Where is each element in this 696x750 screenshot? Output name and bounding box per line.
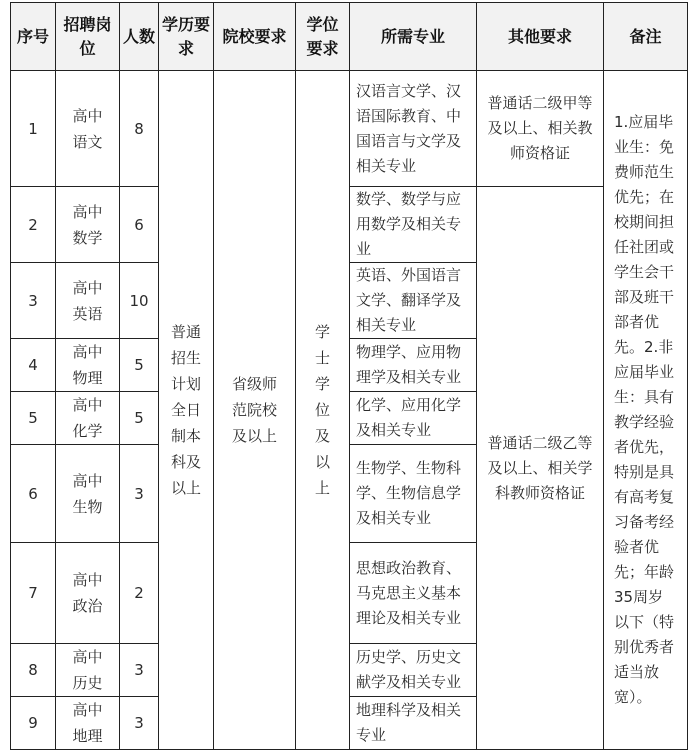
- cell-seq: 4: [11, 339, 56, 392]
- header-degree: 学位要求: [296, 3, 350, 71]
- cell-major: 历史学、历史文献学及相关专业: [350, 644, 477, 697]
- cell-count: 3: [120, 697, 159, 750]
- header-education: 学历要求: [159, 3, 214, 71]
- cell-education: 普通招生计划全日制本科及以上: [159, 71, 214, 750]
- cell-seq: 2: [11, 187, 56, 263]
- cell-count: 8: [120, 71, 159, 187]
- cell-position: 高中地理: [56, 697, 120, 750]
- header-seq: 序号: [11, 3, 56, 71]
- cell-other-others: 普通话二级乙等及以上、相关学科教师资格证: [477, 187, 604, 750]
- cell-count: 3: [120, 644, 159, 697]
- header-position: 招聘岗位: [56, 3, 120, 71]
- header-count: 人数: [120, 3, 159, 71]
- cell-seq: 6: [11, 445, 56, 543]
- cell-seq: 3: [11, 263, 56, 339]
- cell-position: 高中生物: [56, 445, 120, 543]
- table-row: [11, 187, 688, 263]
- cell-position: 高中政治: [56, 543, 120, 644]
- cell-position: 高中语文: [56, 71, 120, 187]
- cell-count: 3: [120, 445, 159, 543]
- header-notes: 备注: [604, 3, 688, 71]
- cell-position: 高中历史: [56, 644, 120, 697]
- cell-seq: 1: [11, 71, 56, 187]
- cell-school: 省级师范院校及以上: [214, 71, 296, 750]
- cell-count: 2: [120, 543, 159, 644]
- cell-position: 高中数学: [56, 187, 120, 263]
- table-row: [11, 71, 688, 187]
- cell-major: 化学、应用化学及相关专业: [350, 392, 477, 445]
- cell-position: 高中英语: [56, 263, 120, 339]
- cell-major: 生物学、生物科学、生物信息学及相关专业: [350, 445, 477, 543]
- cell-major: 地理科学及相关专业: [350, 697, 477, 750]
- cell-count: 5: [120, 339, 159, 392]
- cell-position: 高中物理: [56, 339, 120, 392]
- cell-major: 英语、外国语言文学、翻译学及相关专业: [350, 263, 477, 339]
- cell-count: 5: [120, 392, 159, 445]
- cell-other-chinese: 普通话二级甲等及以上、相关教师资格证: [477, 71, 604, 187]
- cell-count: 6: [120, 187, 159, 263]
- cell-seq: 9: [11, 697, 56, 750]
- header-major: 所需专业: [350, 3, 477, 71]
- cell-position: 高中化学: [56, 392, 120, 445]
- header-row: [11, 3, 688, 71]
- cell-seq: 5: [11, 392, 56, 445]
- cell-major: 汉语言文学、汉语国际教育、中国语言与文学及相关专业: [350, 71, 477, 187]
- cell-major: 数学、数学与应用数学及相关专业: [350, 187, 477, 263]
- cell-seq: 8: [11, 644, 56, 697]
- cell-degree: 学士学位及以上: [296, 71, 350, 750]
- cell-major: 思想政治教育、马克思主义基本理论及相关专业: [350, 543, 477, 644]
- cell-major: 物理学、应用物理学及相关专业: [350, 339, 477, 392]
- recruitment-table: [10, 2, 688, 750]
- cell-notes: 1.应届毕业生：免费师范生优先；在校期间担任社团或学生会干部及班干部者优先。2.非应届毕业生：具有教学经验者优先，特别是具有高考复习备考经验者优先；年龄35周岁以下（特别优秀者适当放宽）。: [604, 71, 688, 750]
- cell-count: 10: [120, 263, 159, 339]
- header-school: 院校要求: [214, 3, 296, 71]
- cell-seq: 7: [11, 543, 56, 644]
- header-other: 其他要求: [477, 3, 604, 71]
